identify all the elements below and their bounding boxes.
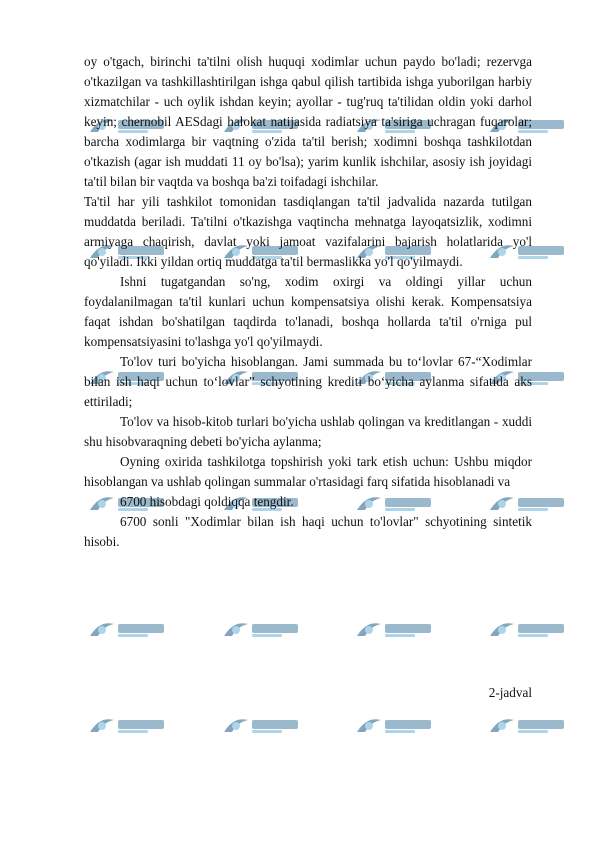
compass-logo-icon [355,712,435,736]
compass-logo-icon [222,712,302,736]
compass-logo-icon [222,616,302,640]
paragraph-6: Oyning oxirida tashkilotga topshirish yoki tark etish uchun: Ushbu miqdor hisoblangan va ushlab qolingan summalar o'rtasidagi farq sifatida hisoblanadi va [84,454,532,489]
table-label: 2-jadval [488,685,532,700]
paragraph-1: oy o'tgach, birinchi ta'tilni olish huquqi xodimlar uchun paydo bo'ladi; rezervga o'tkazilgan va tashkillashtirilgan ishga qabul qilish tartibida ishga yuborilgan harbiy xizmatchilar - uch oylik ishdan keyin; ayollar - tug'ruq ta'tilidan oldin yoki darhol keyin; chernobil AESdagi halokat natijasida radiatsiya ta'siriga uchragan fuqarolar; barcha xodimlarga bir vaqtning o'zida ta'til berish; xodimni boshqa tashkilotdan o'tkazish (agar ish muddati 11 oy bo'lsa); yarim kunlik ishchilar, asosiy ish joyidagi ta'til bilan bir vaqtda va boshqa ba'zi toifadagi ishchilar. [84,54,532,189]
paragraph-4: To'lov turi bo'yicha hisoblangan. Jami summada bu to‘lovlar 67-“Xodimlar bilan ish haqi uchun to‘lovlar” schyotining krediti bo‘yicha aylanma sifatida aks ettiriladi; [84,354,532,409]
compass-logo-icon [488,616,568,640]
compass-logo-icon [88,616,168,640]
compass-logo-icon [488,712,568,736]
paragraph-2: Ta'til har yili tashkilot tomonidan tasdiqlangan ta'til jadvalida nazarda tutilgan muddatda beriladi. Ta'tilni o'tkazishga vaqtincha mehnatga layoqatsizlik, xodimni armiyaga chaqirish, davlat yoki jamoat vazifalarini bajarish holatlarida yo'l qo'yiladi. Ikki yildan ortiq muddatga ta'til bermaslikka yo'l qo'yilmaydi. [84,194,532,269]
compass-logo-icon [355,616,435,640]
compass-logo-icon [88,712,168,736]
paragraph-3: Ishni tugatgandan so'ng, xodim oxirgi va oldingi yillar uchun foydalanilmagan ta'til kunlari uchun kompensatsiya olishi kerak. Kompensatsiya faqat ishdan bo'shatilgan taqdirda to'lanadi, boshqa hollarda ta'til o'rniga pul kompensatsiyasini to'lashga yo'l qo'yilmaydi. [84,274,532,349]
paragraph-5: To'lov va hisob-kitob turlari bo'yicha ushlab qolingan va kreditlangan - xuddi shu hisobvaraqning debeti bo'yicha aylanma; [84,414,532,449]
paragraph-7: 6700 hisobdagi qoldiqqa tengdir. [120,494,294,509]
body-text [84,52,532,552]
paragraph-8: 6700 sonli "Xodimlar bilan ish haqi uchun to'lovlar" schyotining sintetik hisobi. [84,514,532,549]
